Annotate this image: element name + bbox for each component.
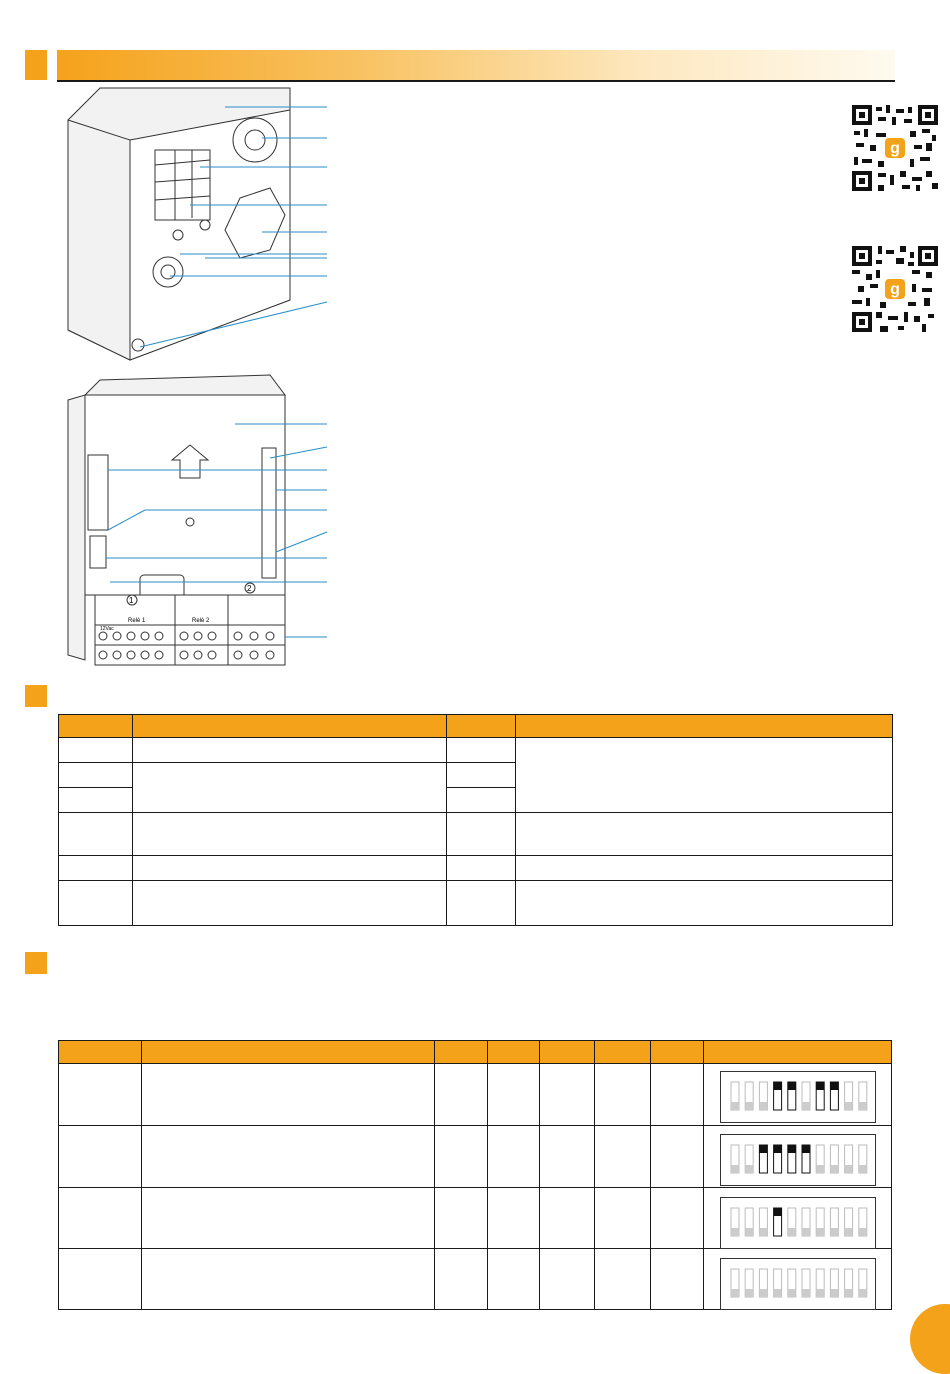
dip-knob: [830, 1165, 838, 1173]
back-view: [68, 375, 285, 665]
dip-switch-3: [720, 1197, 876, 1249]
dip-knob: [816, 1082, 824, 1090]
dip-switch-1: [720, 1071, 876, 1123]
table-cell: [488, 1064, 540, 1126]
dip-knob: [816, 1289, 824, 1297]
table-cell: [133, 738, 447, 763]
dip-knob: [802, 1145, 810, 1153]
dip-knob: [859, 1102, 867, 1110]
table-cell: [133, 813, 447, 856]
dip-knob: [845, 1165, 853, 1173]
marker-1: 1: [129, 596, 134, 605]
table-cell: [59, 1064, 142, 1126]
dip-knob: [759, 1102, 767, 1110]
table-cell: [435, 1126, 488, 1188]
table-cell: [447, 856, 516, 881]
table-header-row: [59, 1041, 892, 1064]
marker-2: 2: [247, 584, 252, 593]
table-cell: [516, 881, 893, 926]
qr-badge-letter: g: [890, 281, 900, 298]
table-cell: [447, 738, 516, 763]
table-cell: [595, 1188, 651, 1249]
dip-switch-graphic: [721, 1259, 875, 1309]
table-cell: [133, 856, 447, 881]
table-cell: [651, 1064, 704, 1126]
table-cell: [142, 1188, 435, 1249]
dip-knob: [759, 1289, 767, 1297]
dip-knob: [788, 1082, 796, 1090]
table-cell: [59, 1249, 142, 1310]
dip-knob: [745, 1289, 753, 1297]
dip-switch-graphic: [721, 1198, 875, 1248]
dip-knob: [816, 1165, 824, 1173]
dip-knob: [774, 1145, 782, 1153]
table-cell: [488, 1126, 540, 1188]
table-header-cell: [651, 1041, 704, 1064]
device-illustration: [0, 80, 950, 680]
table-cell: [133, 881, 447, 926]
dip-knob: [774, 1289, 782, 1297]
table-cell: [651, 1249, 704, 1310]
qr-badge-letter: g: [890, 140, 900, 157]
table-cell: [447, 813, 516, 856]
dip-knob: [816, 1228, 824, 1236]
table-cell: [59, 1188, 142, 1249]
table-header-cell: [142, 1041, 435, 1064]
dip-knob: [830, 1228, 838, 1236]
table-cell: [540, 1064, 595, 1126]
table-cell: [59, 738, 133, 763]
table-cell: [488, 1188, 540, 1249]
dip-knob: [802, 1102, 810, 1110]
dip-switch-4: [720, 1258, 876, 1310]
dip-knob: [802, 1228, 810, 1236]
table-cell: [59, 856, 133, 881]
dip-knob: [774, 1208, 782, 1216]
table-cell: [651, 1126, 704, 1188]
table-cell: [595, 1249, 651, 1310]
section-marker-3: [25, 952, 47, 974]
section-marker-1: [25, 50, 47, 80]
table-cell: [435, 1188, 488, 1249]
table-cell: [595, 1126, 651, 1188]
dip-knob: [830, 1289, 838, 1297]
table-cell: [595, 1064, 651, 1126]
dip-knob: [745, 1102, 753, 1110]
dip-knob: [788, 1228, 796, 1236]
dip-knob: [788, 1145, 796, 1153]
table-header-cell: [59, 1041, 142, 1064]
table-cell: [142, 1064, 435, 1126]
dip-knob: [774, 1082, 782, 1090]
table-header-cell: [59, 715, 133, 738]
table-cell: [651, 1188, 704, 1249]
table-cell: [516, 813, 893, 856]
table-header-cell: [435, 1041, 488, 1064]
table-cell: [142, 1126, 435, 1188]
table-cell: [59, 881, 133, 926]
table-cell: [59, 788, 133, 813]
dip-knob: [745, 1165, 753, 1173]
dip-knob: [845, 1228, 853, 1236]
table-header-cell: [516, 715, 893, 738]
dip-knob: [859, 1289, 867, 1297]
dip-knob: [731, 1102, 739, 1110]
table-cell: [516, 738, 893, 813]
dip-knob: [859, 1228, 867, 1236]
table-header-cell: [595, 1041, 651, 1064]
table-cell: [447, 763, 516, 788]
relay-1-label: Relè 1: [128, 618, 146, 624]
dip-knob: [759, 1228, 767, 1236]
table-cell: [142, 1249, 435, 1310]
dip-knob: [759, 1145, 767, 1153]
section-marker-2: [25, 685, 47, 707]
section-header-bar: [57, 50, 895, 82]
table-cell: [59, 1126, 142, 1188]
page-corner-tab: [910, 1304, 950, 1374]
table-cell: [488, 1249, 540, 1310]
table-cell: [540, 1249, 595, 1310]
table-row: [59, 881, 893, 926]
dip-knob: [845, 1289, 853, 1297]
power-label: 12Vac: [100, 626, 114, 632]
table-cell: [447, 881, 516, 926]
table-cell: [435, 1249, 488, 1310]
dip-knob: [731, 1228, 739, 1236]
table-row: [59, 813, 893, 856]
dip-switch-graphic: [721, 1135, 875, 1185]
dip-knob: [788, 1289, 796, 1297]
table-row: [59, 738, 893, 763]
table-header-cell: [447, 715, 516, 738]
dip-knob: [802, 1289, 810, 1297]
relay-2-label: Relè 2: [192, 618, 210, 624]
table-cell: [435, 1064, 488, 1126]
table-header-row: [59, 715, 893, 738]
table-cell: [516, 856, 893, 881]
table-header-cell: [488, 1041, 540, 1064]
table-header-cell: [133, 715, 447, 738]
table-cell: [59, 813, 133, 856]
qr-code-icon[interactable]: [852, 246, 938, 332]
table-cell: [540, 1126, 595, 1188]
table-cell: [447, 788, 516, 813]
dip-knob: [859, 1165, 867, 1173]
table-cell: [133, 763, 447, 813]
dip-switch-graphic: [721, 1072, 875, 1122]
dip-knob: [731, 1289, 739, 1297]
dip-knob: [845, 1102, 853, 1110]
table-header-cell: [704, 1041, 892, 1064]
qr-code-icon[interactable]: [852, 105, 938, 191]
table-header-cell: [540, 1041, 595, 1064]
dip-knob: [745, 1228, 753, 1236]
table-cell: [59, 763, 133, 788]
dip-knob: [731, 1165, 739, 1173]
terminal-table: [58, 714, 893, 926]
table-row: [59, 856, 893, 881]
dip-knob: [830, 1082, 838, 1090]
table-cell: [540, 1188, 595, 1249]
dip-switch-2: [720, 1134, 876, 1186]
